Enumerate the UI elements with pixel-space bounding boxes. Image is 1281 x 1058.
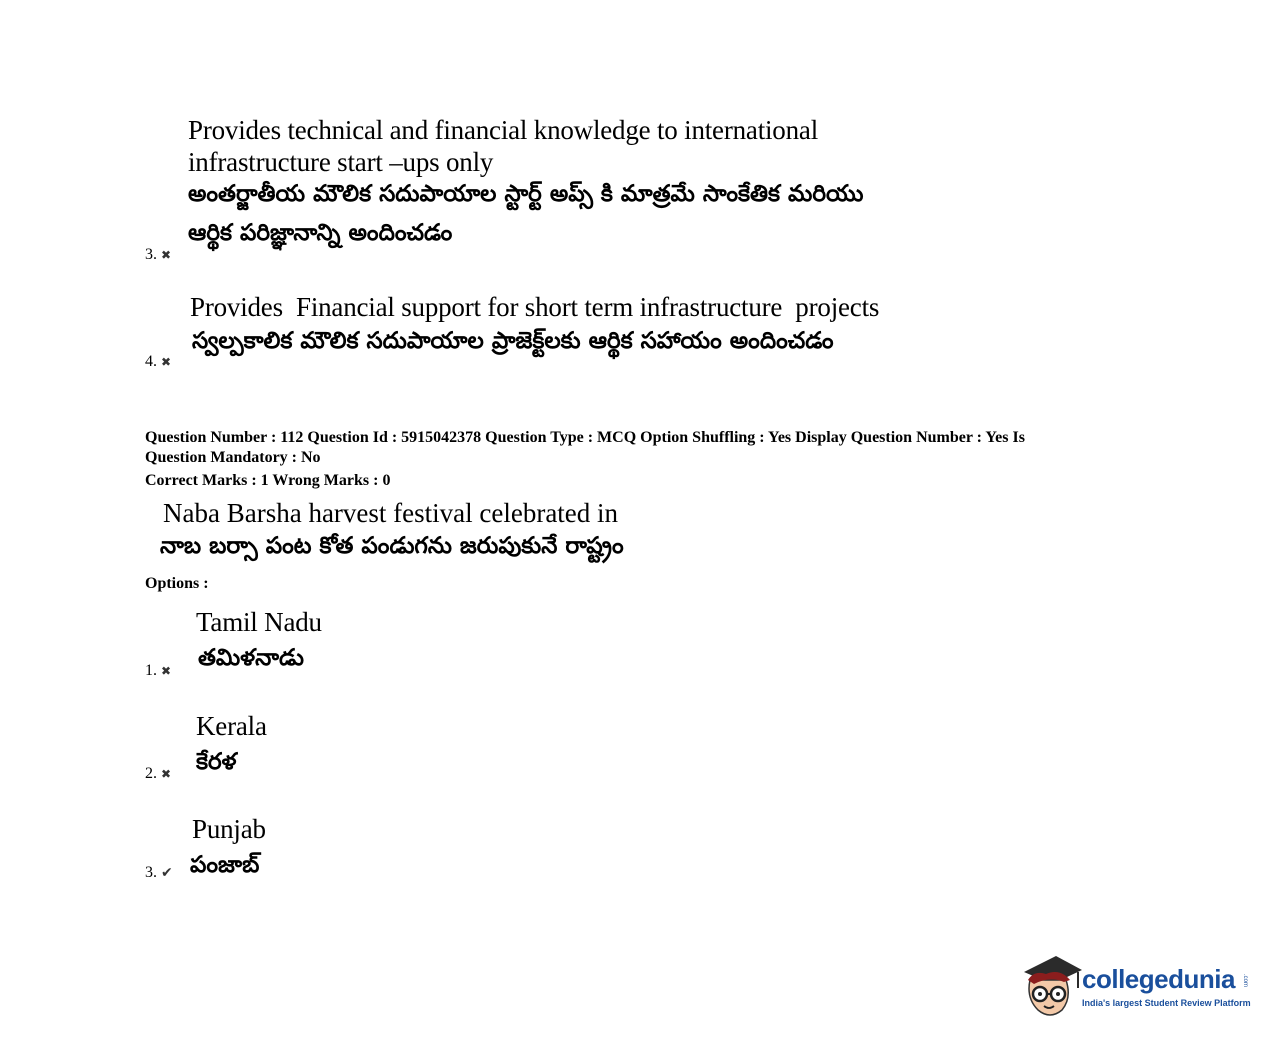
prev-option-4-number — [145, 353, 171, 371]
question-marks: Correct Marks : 1 Wrong Marks : 0 — [145, 472, 391, 489]
option-2-number — [145, 765, 171, 783]
logo-suffix: .com — [1242, 974, 1248, 988]
prev-option-3-number — [145, 246, 171, 264]
option-number: 3. — [145, 246, 157, 263]
prev-option-3-english-line1: Provides technical and financial knowledge to international — [188, 115, 818, 145]
question-meta — [145, 428, 1135, 468]
mascot-icon — [1020, 950, 1084, 1022]
cross-icon: ✖ — [161, 355, 172, 369]
options-label: Options : — [145, 575, 209, 592]
option-number: 4. — [145, 353, 157, 370]
option-3-english: Punjab — [192, 814, 266, 844]
logo-tagline: India's largest Student Review Platform — [1082, 998, 1251, 1008]
collegedunia-logo — [1020, 950, 1260, 1022]
logo-wordmark: collegedunia — [1082, 964, 1235, 994]
option-3-number — [145, 864, 173, 882]
question-english: Naba Barsha harvest festival celebrated in — [163, 498, 619, 528]
check-icon: ✔ — [161, 865, 173, 881]
option-1-number — [145, 662, 171, 680]
cross-icon: ✖ — [161, 767, 172, 781]
prev-option-3-telugu-line2: ఆర్థిక పరిజ్ఞానాన్ని అందించడం — [188, 220, 453, 246]
prev-option-3-english-line2: infrastructure start –ups only — [188, 147, 494, 177]
option-number: 3. — [145, 864, 157, 881]
question-meta-line1: Question Number : 112 Question Id : 5915042378 Question Type : MCQ Option Shuffling : Yes Display Question Number : Yes Is — [145, 429, 1025, 446]
option-1-telugu: తమిళనాడు — [198, 645, 304, 671]
option-2-telugu: కేరళ — [196, 749, 237, 775]
option-number: 2. — [145, 765, 157, 782]
option-1-english: Tamil Nadu — [196, 607, 322, 637]
option-number: 1. — [145, 662, 157, 679]
option-2-english: Kerala — [196, 711, 267, 741]
prev-option-4-telugu: స్వల్పకాలిక మౌలిక సదుపాయాల ప్రాజెక్ట్‌లకు ఆర్థిక సహాయం అందించడం — [192, 328, 834, 354]
question-meta-line2: Question Mandatory : No — [145, 449, 321, 466]
prev-option-3-telugu-line1: అంతర్జాతీయ మౌలిక సదుపాయాల స్టార్ట్ అప్స్ కి మాత్రమే సాంకేతిక మరియు — [188, 181, 864, 207]
option-3-telugu: పంజాబ్ — [190, 852, 260, 878]
cross-icon: ✖ — [161, 248, 172, 262]
prev-option-4-english: Provides Financial support for short term infrastructure projects — [190, 292, 880, 322]
question-telugu: నాబ బర్సా పంట కోత పండుగను జరుపుకునే రాష్ట్రం — [160, 533, 624, 559]
cross-icon: ✖ — [161, 664, 172, 678]
